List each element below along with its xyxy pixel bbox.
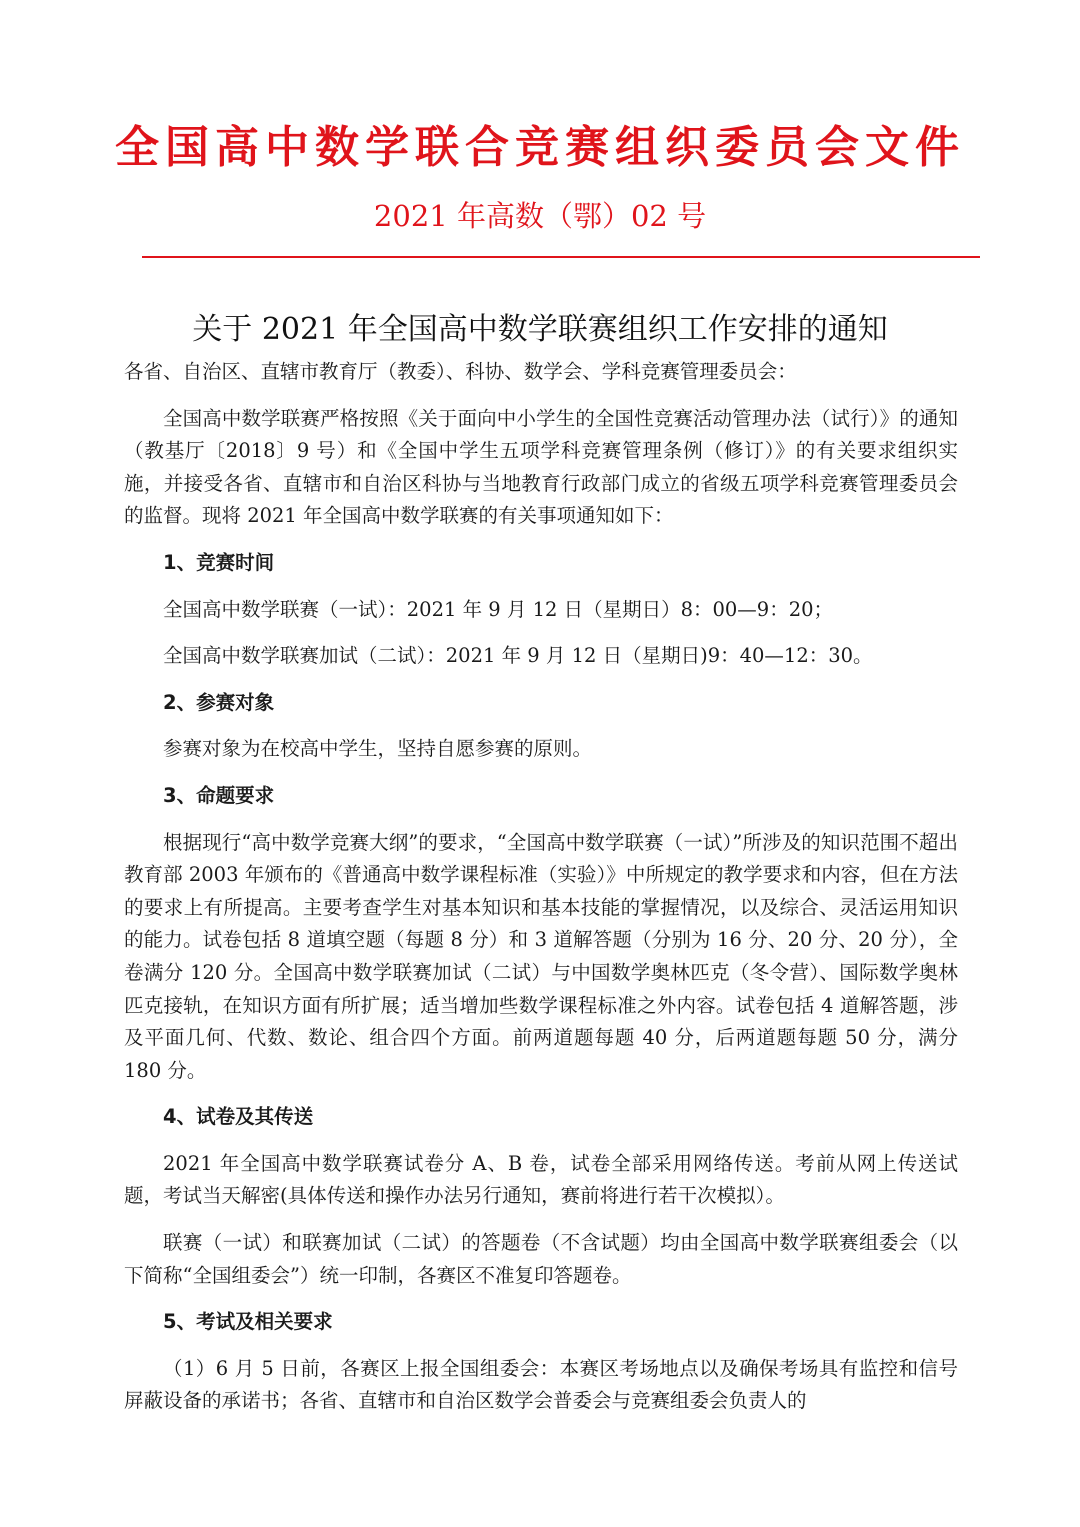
document-body (124, 356, 958, 1432)
section-3-paragraph: 根据现行“高中数学竞赛大纲”的要求，“全国高中数学联赛（一试）”所涉及的知识范围不超出教育部 2003 年颁布的《普通高中数学课程标准（实验）》中所规定的教学要求和内容，但在方法的要求上有所提高。主要考查学生对基本知识和基本技能的掌握情况，以及综合、灵活运用知识的能力。试卷包括 8 道填空题（每题 8 分）和 3 道解答题（分别为 16 分、20 分、20 分），全卷满分 120 分。全国高中数学联赛加试（二试）与中国数学奥林匹克（冬令营）、国际数学奥林匹克接轨，在知识方面有所扩展；适当增加些数学课程标准之外内容。试卷包括 4 道解答题，涉及平面几何、代数、数论、组合四个方面。前两道题每题 40 分，后两道题每题 50 分，满分 180 分。 (124, 830, 958, 1082)
section-1-line-2: 全国高中数学联赛加试（二试）：2021 年 9 月 12 日（星期日)9：40—12：30。 (163, 644, 873, 668)
section-5-heading: 5、考试及相关要求 (163, 1310, 333, 1334)
section-2-heading: 2、参赛对象 (163, 690, 275, 714)
section-2-line-1: 参赛对象为在校高中学生，坚持自愿参赛的原则。 (163, 737, 593, 761)
section-1-heading: 1、竞赛时间 (163, 550, 275, 574)
document-number: 2021 年高数（鄂）02 号 (373, 199, 707, 233)
header-divider (142, 256, 980, 258)
section-4-paragraph-2: 联赛（一试）和联赛加试（二试）的答题卷（不含试题）均由全国高中数学联赛组委会（以下简称“全国组委会”）统一印制，各赛区不准复印答题卷。 (124, 1231, 958, 1287)
section-4-heading: 4、试卷及其传送 (163, 1105, 314, 1129)
notice-title: 关于 2021 年全国高中数学联赛组织工作安排的通知 (192, 312, 888, 347)
document-header-title: 全国高中数学联合竞赛组织委员会文件 (115, 122, 965, 173)
section-4-paragraph-1: 2021 年全国高中数学联赛试卷分 A、B 卷，试卷全部采用网络传送。考前从网上传送试题，考试当天解密(具体传送和操作办法另行通知，赛前将进行若干次模拟）。 (124, 1151, 958, 1208)
section-5-paragraph-1: （1）6 月 5 日前，各赛区上报全国组委会：本赛区考场地点以及确保考场具有监控和信号屏蔽设备的承诺书；各省、直辖市和自治区数学会普委会与竞赛组委会负责人的 (124, 1356, 958, 1413)
section-1-line-1: 全国高中数学联赛（一试）：2021 年 9 月 12 日（星期日）8：00—9：20； (163, 597, 834, 621)
section-3-heading: 3、命题要求 (163, 783, 275, 807)
intro-paragraph: 全国高中数学联赛严格按照《关于面向中小学生的全国性竞赛活动管理办法（试行）》的通知（教基厅〔2018〕9 号）和《全国中学生五项学科竞赛管理条例（修订）》的有关要求组织实施，并接受各省、直辖市和自治区科协与当地教育行政部门成立的省级五项学科竞赛管理委员会的监督。现将 2021 年全国高中数学联赛的有关事项通知如下： (124, 406, 958, 528)
addressee-line: 各省、自治区、直辖市教育厅（教委）、科协、数学会、学科竞赛管理委员会： (124, 360, 797, 383)
